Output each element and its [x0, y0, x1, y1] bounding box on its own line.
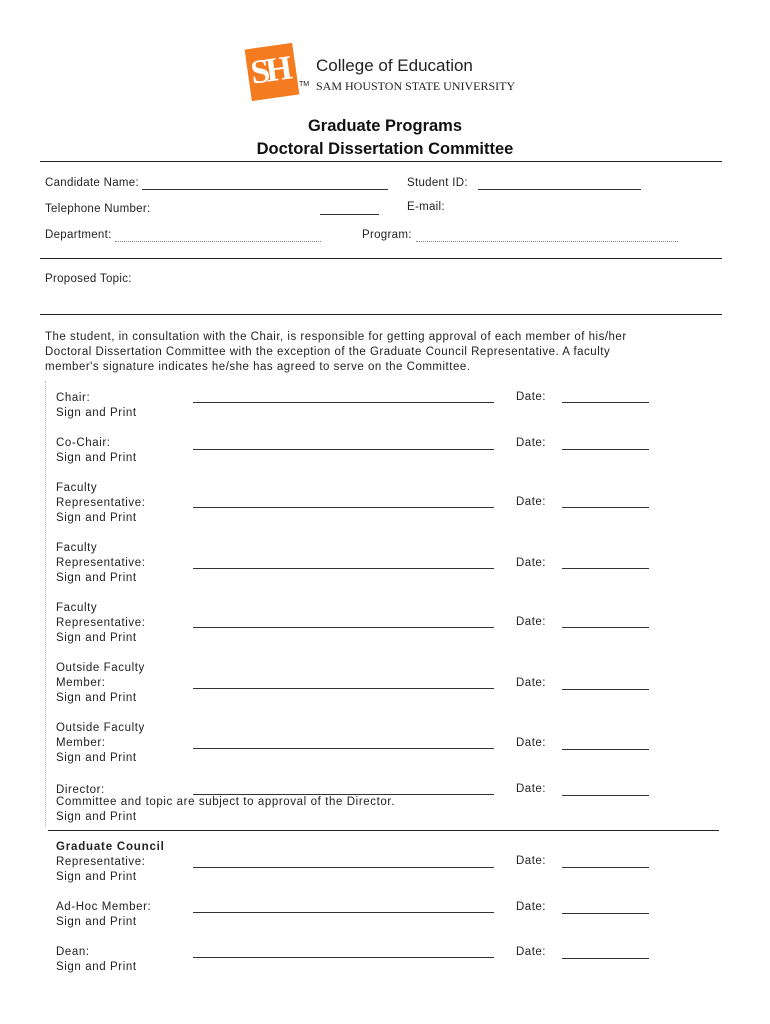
outside-faculty-label: Outside Faculty [56, 722, 145, 734]
faculty-rep-1-block [56, 481, 146, 526]
chair-signature-line[interactable] [193, 402, 494, 403]
cochair-label: Co-Chair: [56, 437, 111, 449]
director-date-field[interactable] [562, 795, 649, 796]
adhoc-signature-line[interactable] [193, 912, 494, 913]
telephone-label: Telephone Number: [45, 203, 151, 215]
date-label: Date: [516, 855, 546, 867]
chair-date-field[interactable] [562, 402, 649, 403]
director-label: Director: [56, 784, 105, 796]
sign-print-label: Sign and Print [56, 961, 137, 973]
faculty-rep-2-signature-line[interactable] [193, 568, 494, 569]
representative-label: Representative: [56, 497, 146, 509]
sign-print-label: Sign and Print [56, 632, 137, 644]
proposed-topic-label: Proposed Topic: [45, 273, 132, 285]
council-heading: Graduate Council [56, 841, 165, 853]
sign-print-label: Sign and Print [56, 512, 137, 524]
faculty-rep-1-date-field[interactable] [562, 507, 649, 508]
cochair-signature-line[interactable] [193, 449, 494, 450]
sign-print-label: Sign and Print [56, 572, 137, 584]
email-label: E-mail: [407, 201, 445, 213]
form-subtitle: Doctoral Dissertation Committee [256, 140, 514, 158]
representative-label: Representative: [56, 617, 146, 629]
chair-block [56, 391, 137, 421]
council-representative-label: Representative: [56, 856, 146, 868]
faculty-label: Faculty [56, 602, 98, 614]
outside-faculty-1-block [56, 661, 145, 706]
representative-label: Representative: [56, 557, 146, 569]
trademark-mark: TM [299, 81, 310, 88]
council-rep-date-field[interactable] [562, 867, 649, 868]
student-id-label: Student ID: [407, 177, 468, 189]
instructions-line-3: member's signature indicates he/she has agreed to serve on the Committee. [45, 361, 471, 373]
cochair-block [56, 436, 137, 466]
director-signature-line[interactable] [193, 794, 494, 795]
council-rep-block [56, 840, 165, 885]
outside-faculty-2-block [56, 721, 145, 766]
department-label: Department: [45, 229, 112, 241]
adhoc-label: Ad-Hoc Member: [56, 901, 152, 913]
adhoc-block [56, 900, 151, 930]
faculty-label: Faculty [56, 482, 98, 494]
margin-guide [45, 381, 47, 827]
date-label: Date: [516, 783, 546, 795]
faculty-rep-2-date-field[interactable] [562, 568, 649, 569]
date-label: Date: [516, 496, 546, 508]
outside-faculty-2-date-field[interactable] [562, 749, 649, 750]
outside-faculty-2-signature-line[interactable] [193, 748, 494, 749]
faculty-label: Faculty [56, 542, 98, 554]
college-name: College of Education [316, 56, 473, 75]
faculty-rep-2-block [56, 541, 146, 586]
sign-print-label: Sign and Print [56, 811, 137, 823]
member-label: Member: [56, 737, 106, 749]
chair-label: Chair: [56, 392, 91, 404]
faculty-rep-3-date-field[interactable] [562, 627, 649, 628]
info-divider-bottom [40, 314, 722, 315]
dean-block [56, 945, 137, 975]
cochair-date-field[interactable] [562, 449, 649, 450]
instructions-line-2: Doctoral Dissertation Committee with the exception of the Graduate Council Representative. A faculty [45, 346, 611, 358]
faculty-rep-3-signature-line[interactable] [193, 627, 494, 628]
director-note: Committee and topic are subject to approval of the Director. [56, 796, 395, 808]
date-label: Date: [516, 616, 546, 628]
sign-print-label: Sign and Print [56, 452, 137, 464]
info-divider-top [40, 258, 722, 259]
shsu-logo [245, 43, 300, 101]
date-label: Date: [516, 437, 546, 449]
member-label: Member: [56, 677, 106, 689]
logo-text: SH [248, 49, 291, 92]
council-divider [48, 830, 719, 831]
date-label: Date: [516, 557, 546, 569]
sign-print-label: Sign and Print [56, 916, 137, 928]
dean-label: Dean: [56, 946, 90, 958]
sign-print-label: Sign and Print [56, 407, 137, 419]
faculty-rep-3-block [56, 601, 146, 646]
title-divider [40, 161, 722, 162]
student-id-field[interactable] [478, 189, 641, 190]
date-label: Date: [516, 946, 546, 958]
outside-faculty-1-date-field[interactable] [562, 689, 649, 690]
form-title: Graduate Programs [307, 117, 463, 135]
adhoc-date-field[interactable] [562, 913, 649, 914]
date-label: Date: [516, 737, 546, 749]
outside-faculty-1-signature-line[interactable] [193, 688, 494, 689]
department-field[interactable] [115, 241, 321, 242]
director-block [56, 783, 395, 825]
date-label: Date: [516, 901, 546, 913]
sign-print-label: Sign and Print [56, 871, 137, 883]
university-name: SAM HOUSTON STATE UNIVERSITY [316, 79, 516, 93]
sign-print-label: Sign and Print [56, 752, 137, 764]
dean-date-field[interactable] [562, 958, 649, 959]
candidate-name-field[interactable] [142, 189, 388, 190]
date-label: Date: [516, 677, 546, 689]
program-label: Program: [362, 229, 412, 241]
date-label: Date: [516, 391, 546, 403]
candidate-name-label: Candidate Name: [45, 177, 139, 189]
sign-print-label: Sign and Print [56, 692, 137, 704]
dean-signature-line[interactable] [193, 957, 494, 958]
council-rep-signature-line[interactable] [193, 867, 494, 868]
telephone-field[interactable] [320, 214, 379, 215]
program-field[interactable] [416, 241, 678, 242]
faculty-rep-1-signature-line[interactable] [193, 507, 494, 508]
instructions-line-1: The student, in consultation with the Chair, is responsible for getting approval of each member of his/her [45, 331, 627, 343]
outside-faculty-label: Outside Faculty [56, 662, 145, 674]
